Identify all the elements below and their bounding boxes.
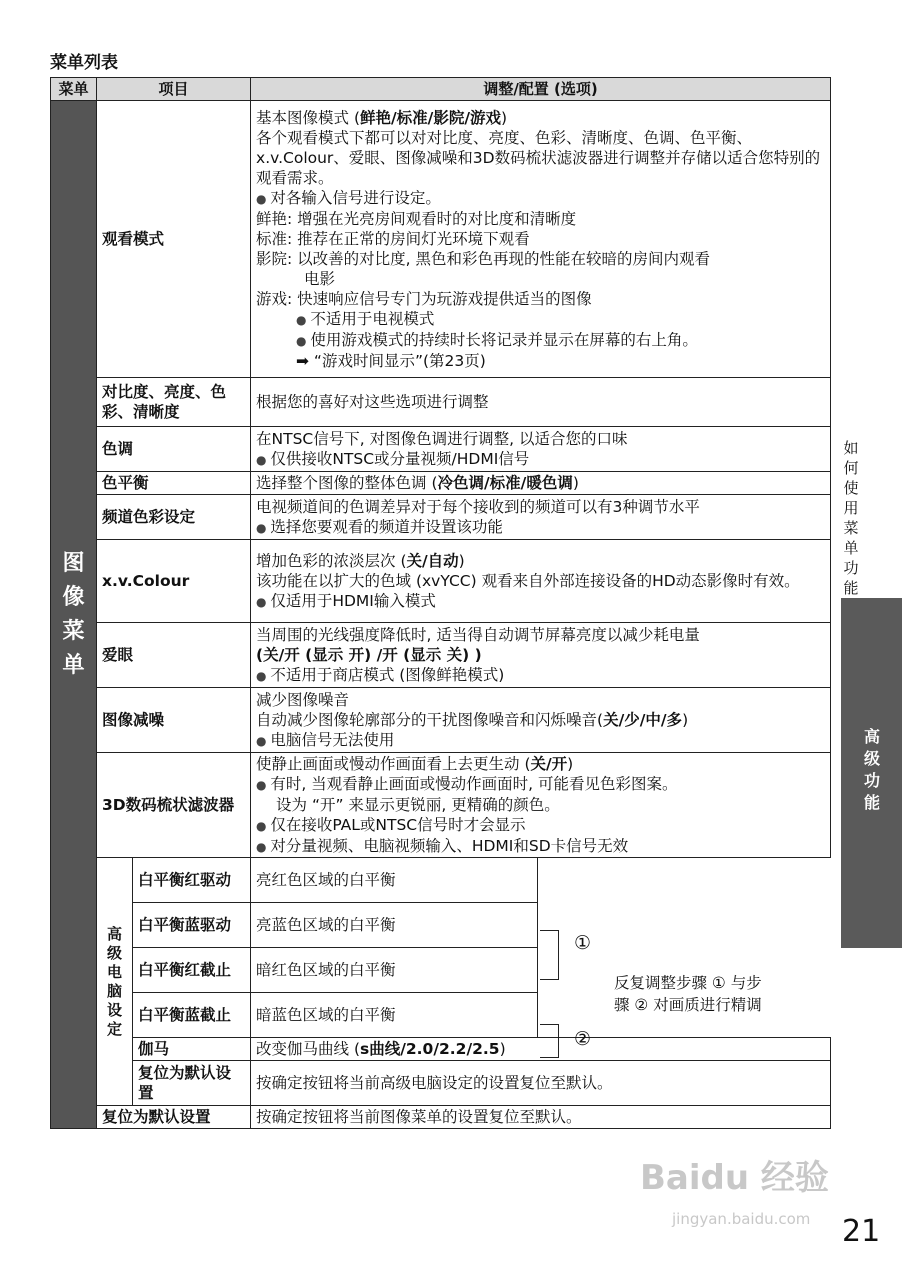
table-header-row [51,78,831,101]
item-channel-color: 频道色彩设定 [97,495,251,540]
desc-eco: 当周围的光线强度降低时, 适当得自动调节屏幕亮度以减少耗电量 (关/开 (显示 开) /开 (显示 关) ) ● 不适用于商店模式 (图像鲜艳模式) [251,623,831,688]
item-color-balance: 色平衡 [97,472,251,495]
item-comb: 3D数码梳状滤波器 [97,753,251,858]
table-row [51,495,831,540]
bracket-step-2 [540,1024,559,1058]
item-contrast: 对比度、亮度、色彩、清晰度 [97,378,251,427]
desc-viewing-mode: 基本图像模式 (鲜艳/标准/影院/游戏) 各个观看模式下都可以对对比度、亮度、色彩、清晰度、色调、色平衡、x.v.Colour、爱眼、图像减噪和3D数码梳状滤波器进行调整并存储以适合您特别的观看需求。 ● 对各输入信号进行设定。 鲜艳: 增强在光亮房间观看时的对比度和清晰度 标准: 推荐在正常的房间灯光环境下观看 影院: 以改善的对比度, 黑色和彩色再现的性能在较暗的房间内观看 电影 游戏: 快速响应信号专门为玩游戏提供适当的图像 ● 不适用于电视模式 ● 使用游戏模式的持续时长将记录并显示在屏幕的右上角。 ➡ “游戏时间显示”(第23页) [251,101,831,378]
bracket-step-1 [540,930,559,980]
table-row [51,427,831,472]
header-adjust: 调整/配置 (选项) [251,78,831,101]
table-row [51,858,831,903]
table-row [51,688,831,753]
item-wb-blue-drive: 白平衡蓝驱动 [133,903,251,948]
item-gamma: 伽马 [133,1038,251,1061]
table-row [51,753,831,858]
desc-adv-reset: 按确定按钮将当前高级电脑设定的设置复位至默认。 [251,1061,831,1106]
page-title: 菜单列表 [50,53,118,73]
desc-channel-color: 电视频道间的色调差异对于每个接收到的频道可以有3种调节水平 ● 选择您要观看的频道并设置该功能 [251,495,831,540]
repeat-adjust-note: 反复调整步骤 ① 与步 骤 ② 对画质进行精调 [614,974,762,1014]
advanced-pc-settings-label: 高 级 电 脑 设 定 [97,858,133,1106]
table-row [51,101,831,378]
item-nr: 图像减噪 [97,688,251,753]
side-tab-advanced: 高 级 功 能 [841,598,902,948]
item-xvcolour: x.v.Colour [97,540,251,623]
item-reset: 复位为默认设置 [97,1106,251,1129]
item-tint: 色调 [97,427,251,472]
desc-comb: 使静止画面或慢动作画面看上去更生动 (关/开) ● 有时, 当观看静止画面或慢动作画面时, 可能看见色彩图案。 设为 “开” 来显示更锐丽, 更精确的颜色。 ● 仅在接收PAL或NTSC信号时才会显示 ● 对分量视频、电脑视频输入、HDMI和SD卡信号无效 [251,753,831,858]
item-viewing-mode: 观看模式 [97,101,251,378]
desc-wb-blue-cutoff: 暗蓝色区域的白平衡 [251,993,538,1038]
table-row [51,472,831,495]
step-2-marker: ② [574,1028,592,1050]
side-tab-how-to-use: 如 何 使 用 菜 单 功 能 [843,439,859,597]
item-wb-red-drive: 白平衡红驱动 [133,858,251,903]
page-number: 21 [842,1214,881,1249]
table-row [51,1106,831,1129]
item-eco: 爱眼 [97,623,251,688]
table-row [51,1038,831,1061]
header-menu: 菜单 [51,78,97,101]
table-row [51,623,831,688]
item-wb-blue-cutoff: 白平衡蓝截止 [133,993,251,1038]
table-row [51,1061,831,1106]
desc-contrast: 根据您的喜好对这些选项进行调整 [251,378,831,427]
desc-wb-red-drive: 亮红色区域的白平衡 [251,858,538,903]
watermark-logo: Baidu 经验 [640,1158,829,1198]
desc-tint: 在NTSC信号下, 对图像色调进行调整, 以适合您的口味 ● 仅供接收NTSC或分量视频/HDMI信号 [251,427,831,472]
watermark-url: jingyan.baidu.com [672,1210,811,1228]
table-row [51,378,831,427]
desc-color-balance: 选择整个图像的整体色调 (冷色调/标准/暖色调) [251,472,831,495]
item-wb-red-cutoff: 白平衡红截止 [133,948,251,993]
step-1-marker: ① [574,932,592,954]
item-adv-reset: 复位为默认设置 [133,1061,251,1106]
desc-wb-red-cutoff: 暗红色区域的白平衡 [251,948,538,993]
desc-wb-blue-drive: 亮蓝色区域的白平衡 [251,903,538,948]
picture-menu-label: 图 像 菜 单 [51,101,97,1129]
desc-nr: 减少图像噪音 自动减少图像轮廓部分的干扰图像噪音和闪烁噪音(关/少/中/多) ● 电脑信号无法使用 [251,688,831,753]
desc-reset: 按确定按钮将当前图像菜单的设置复位至默认。 [251,1106,831,1129]
header-item: 项目 [97,78,251,101]
table-row [51,540,831,623]
desc-gamma: 改变伽马曲线 (s曲线/2.0/2.2/2.5) [251,1038,831,1061]
desc-xvcolour: 增加色彩的浓淡层次 (关/自动) 该功能在以扩大的色域 (xvYCC) 观看来自外部连接设备的HD动态影像时有效。 ● 仅适用于HDMI输入模式 [251,540,831,623]
